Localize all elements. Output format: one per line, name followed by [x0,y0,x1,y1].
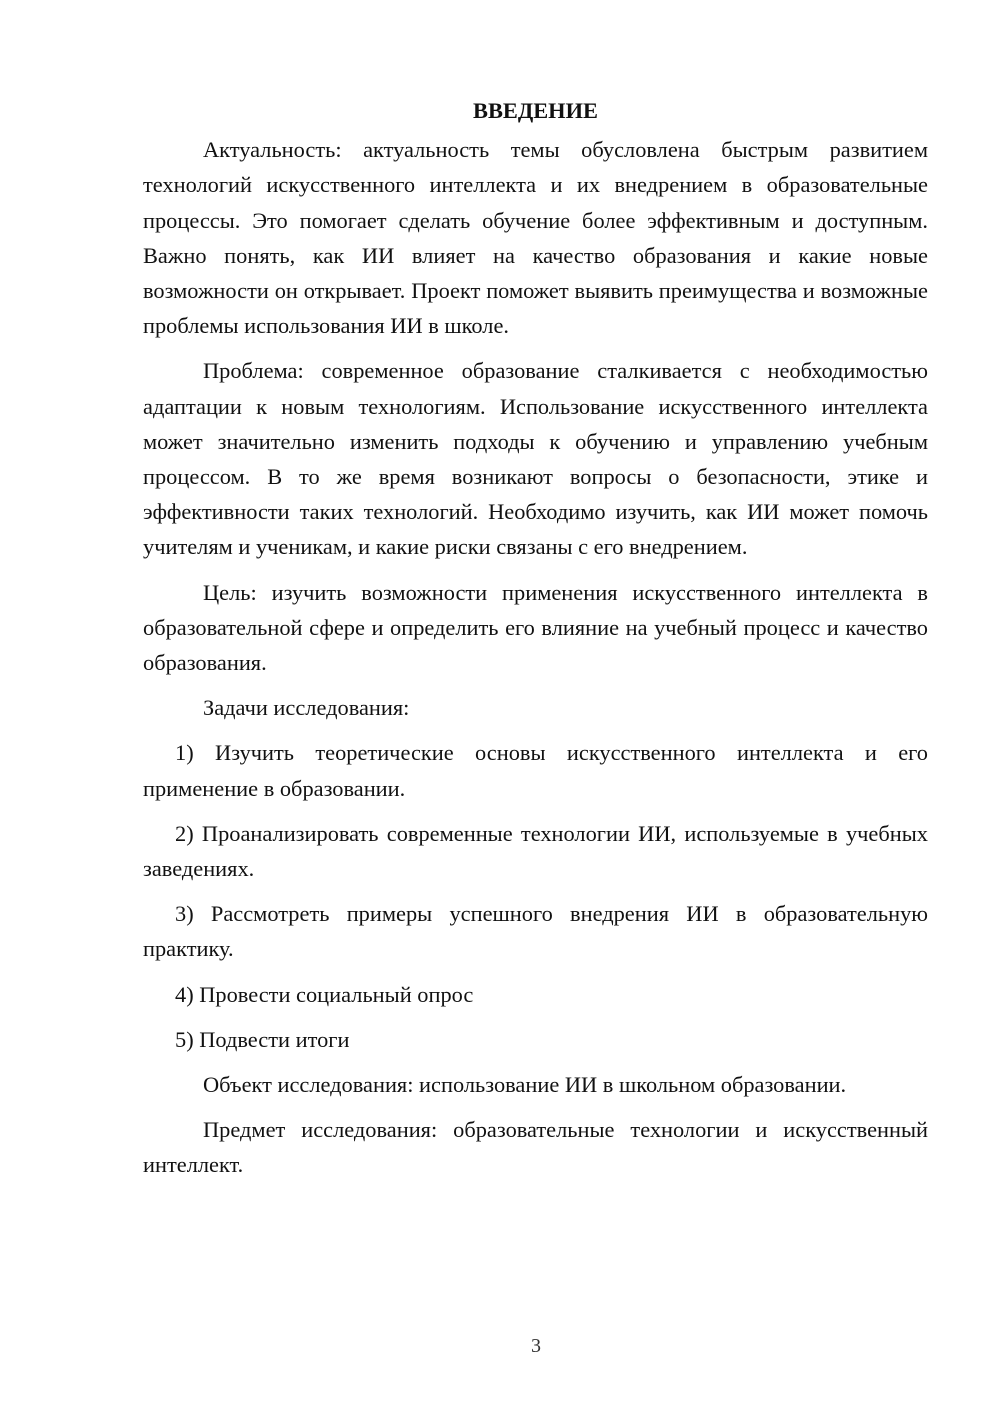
task-item: 1) Изучить теоретические основы искусственного интеллекта и его применение в образовании. [143,740,928,801]
task-item: 2) Проанализировать современные технологии ИИ, используемые в учебных заведениях. [143,820,928,882]
page-title: ВВЕДЕНИЕ [473,98,598,123]
research-object-paragraph: Объект исследования: использование ИИ в школьном образовании. [203,1072,847,1098]
relevance-paragraph: Актуальность: актуальность темы обусловлена быстрым развитием технологий искусственного интеллекта и их внедрением в образовательные процессы. Это помогает сделать обучение более эффективным и доступным. Важно понять, как ИИ влияет на качество образования и какие новые возможности он открывает. Проект поможет выявить преимущества и возможные проблемы использования ИИ в школе. [143,137,928,339]
problem-paragraph: Проблема: современное образование сталкивается с необходимостью адаптации к новым технологиям. Использование искусственного интеллекта может значительно изменить подходы к обучению и управлению учебным процессом. В то же время возникают вопросы о безопасности, этике и эффективности таких технологий. Необходимо изучить, как ИИ может помочь учителям и ученикам, и какие риски связаны с его внедрением. [143,358,928,560]
task-item: 5) Подвести итоги [175,1026,350,1052]
task-item: 3) Рассмотреть примеры успешного внедрения ИИ в образовательную практику. [143,901,928,962]
goal-paragraph: Цель: изучить возможности применения искусственного интеллекта в образовательной сфере и определить его влияние на учебный процесс и качество образования. [143,579,928,676]
research-subject-paragraph: Предмет исследования: образовательные технологии и искусственный интеллект. [143,1117,928,1178]
page-content [143,93,928,1193]
task-item: 4) Провести социальный опрос [175,981,474,1007]
page-number: 3 [531,1335,541,1357]
tasks-heading: Задачи исследования: [203,695,410,721]
